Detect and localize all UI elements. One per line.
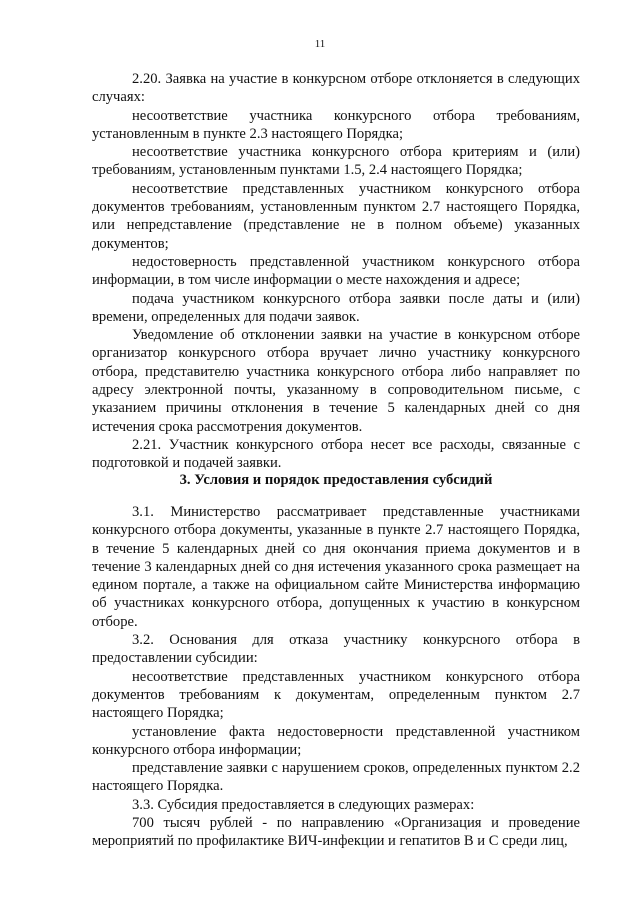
paragraph-3-2: 3.2. Основания для отказа участнику конкурсного отбора в предоставлении субсидии: — [92, 632, 580, 667]
list-item-reason-1: несоответствие участника конкурсного отбора требованиям, установленным в пункте 2.3 настоящего Порядка; — [92, 107, 580, 142]
section-3-text — [92, 503, 580, 851]
paragraph-3-1: 3.1. Министерство рассматривает представленные участниками конкурсного отбора документы, указанные в пункте 2.7 настоящего Порядка, в течение 5 календарных дней со дня окончания приема документов и в течение 3 календарных дней со дня истечения указанного срока размещает на едином портале, а также на официальном сайте Министерства информацию об участниках конкурсного отбора, допущенных к участию в конкурсном отборе. — [92, 504, 580, 630]
list-item-refusal-2: установление факта недостоверности представленной участником конкурсного отбора информации; — [92, 723, 580, 758]
paragraph-3-3: 3.3. Субсидия предоставляется в следующих размерах: — [132, 796, 475, 813]
list-item-reason-3: несоответствие представленных участником конкурсного отбора документов требованиям, установленным пунктом 2.7 настоящего Порядка, или непредставление (представление не в полном объеме) указанных документов; — [92, 180, 580, 252]
paragraph-notification: Уведомление об отклонении заявки на участие в конкурсном отборе организатор конкурсного отбора вручает лично участнику конкурсного отбора, представителю участника конкурсного отбора либо направляет по адресу электронной почты, указанному в сопроводительном письме, с указанием причины отклонения в течение 5 календарных дней со дня истечения срока рассмотрения документов. — [92, 327, 580, 435]
paragraph-2-20: 2.20. Заявка на участие в конкурсном отборе отклоняется в следующих случаях: — [92, 71, 580, 106]
page-number: 11 — [314, 38, 326, 50]
paragraph-2-21: 2.21. Участник конкурсного отбора несет все расходы, связанные с подготовкой и подачей заявки. — [92, 436, 580, 472]
list-item-reason-5: подача участником конкурсного отбора заявки после даты и (или) времени, определенных для подачи заявок. — [92, 290, 580, 325]
section-3-heading: 3. Условия и порядок предоставления субсидий — [179, 472, 493, 488]
list-item-reason-4: недостоверность представленной участником конкурсного отбора информации, в том числе информации о месте нахождения и адресе; — [92, 253, 580, 289]
section-2-text — [92, 70, 580, 473]
list-item-reason-2: несоответствие участника конкурсного отбора критериям и (или) требованиям, установленным пунктами 1.5, 2.4 настоящего Порядка; — [92, 144, 580, 179]
list-item-refusal-3: представление заявки с нарушением сроков, определенных пунктом 2.2 настоящего Порядка. — [92, 760, 580, 795]
list-item-refusal-1: несоответствие представленных участником конкурсного отбора документов требованиям к документам, определенным пунктом 2.7 настоящего Порядка; — [92, 668, 580, 722]
list-item-amount-1: 700 тысяч рублей - по направлению «Организация и проведение мероприятий по профилактике ВИЧ-инфекции и гепатитов В и С среди лиц, — [92, 815, 580, 850]
